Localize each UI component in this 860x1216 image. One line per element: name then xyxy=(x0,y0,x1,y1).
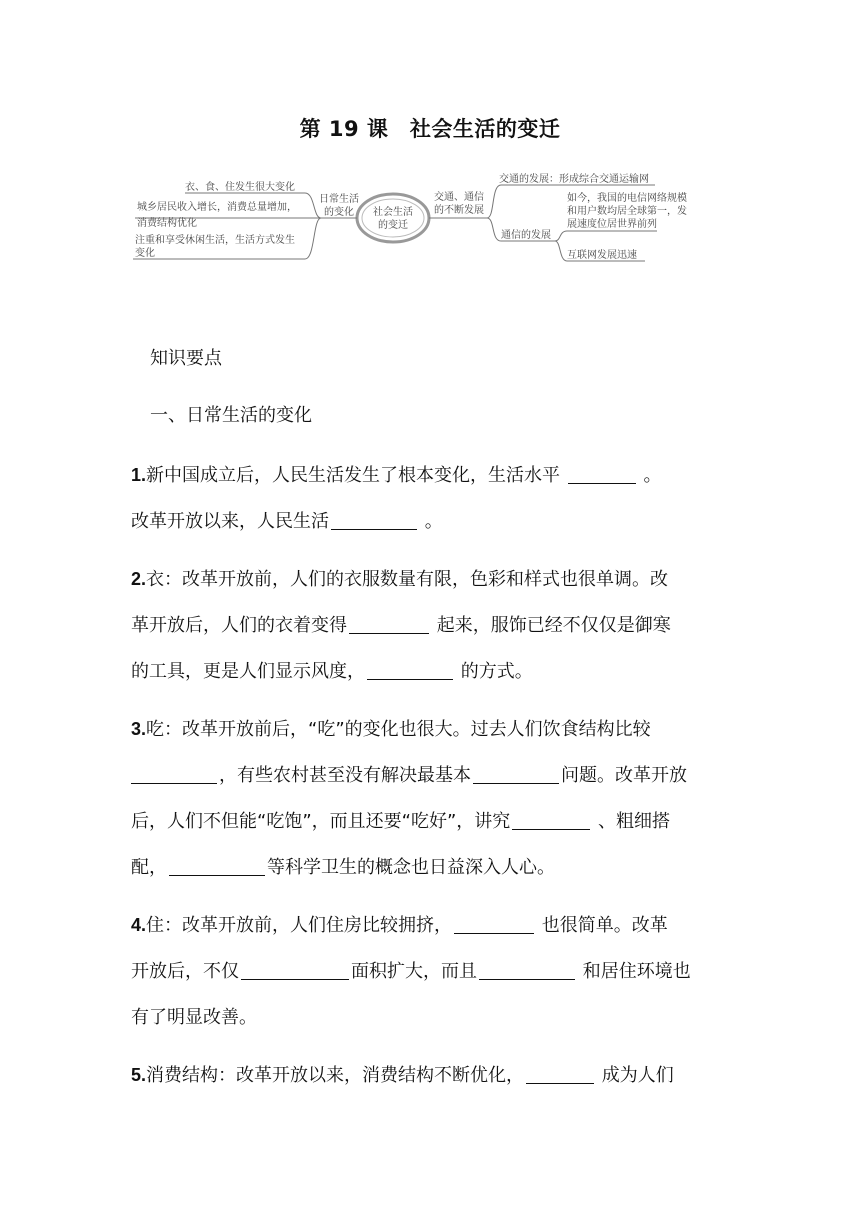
right-sub-2: 通信的发展 xyxy=(501,230,551,241)
mind-map-center-node xyxy=(357,194,429,242)
left-branch-line-2: 的变化 xyxy=(324,207,354,218)
right-branch-line-1: 交通、通信 xyxy=(434,192,484,203)
blank-field[interactable] xyxy=(169,855,265,876)
blank-field[interactable] xyxy=(512,809,590,830)
mind-map-diagram xyxy=(125,165,687,275)
blank-field[interactable] xyxy=(473,763,559,784)
blank-field[interactable] xyxy=(568,463,636,484)
blank-field[interactable] xyxy=(479,959,575,980)
blank-field[interactable] xyxy=(131,763,217,784)
section-knowledge-points: 知识要点 xyxy=(150,348,222,369)
left-item-2-line-1: 城乡居民收入增长，消费总量增加， xyxy=(137,202,297,213)
blank-field[interactable] xyxy=(454,913,534,934)
section-daily-life-changes: 一、日常生活的变化 xyxy=(150,405,312,426)
right-sub-2-item-1-line-1: 如今，我国的电信网络规模 xyxy=(567,193,687,204)
paragraph-4: 4.住：改革开放前，人们住房比较拥挤， 也很简单。改革 开放后，不仅 面积扩大，而且 和居住环境也 有了明显改善。 xyxy=(131,915,691,1028)
center-line-2: 的变迁 xyxy=(378,220,408,231)
paragraph-1: 1.新中国成立后，人民生活发生了根本变化，生活水平 。 改革开放以来，人民生活 。 xyxy=(131,465,662,532)
right-branch-line-2: 的不断发展 xyxy=(434,205,484,216)
blank-field[interactable] xyxy=(241,959,349,980)
left-item-3-line-2: 变化 xyxy=(135,248,155,259)
right-sub-1: 交通的发展：形成综合交通运输网 xyxy=(499,174,649,185)
right-sub-2-item-1-line-3: 展速度位居世界前列 xyxy=(567,219,657,230)
left-item-2-line-2: 消费结构优化 xyxy=(137,218,197,229)
right-sub-2-item-1-line-2: 和用户数均居全球第一，发 xyxy=(567,206,687,217)
paragraph-5: 5.消费结构：改革开放以来，消费结构不断优化， 成为人们 xyxy=(131,1065,674,1086)
center-line-1: 社会生活 xyxy=(373,207,413,218)
blank-field[interactable] xyxy=(331,509,417,530)
left-branch-line-1: 日常生活 xyxy=(319,194,359,205)
paragraph-2: 2.衣：改革开放前，人们的衣服数量有限，色彩和样式也很单调。改 革开放后，人们的衣着变得 起来，服饰已经不仅仅是御寒 的工具，更是人们显示风度， 的方式。 xyxy=(131,569,671,682)
blank-field[interactable] xyxy=(367,659,453,680)
right-sub-2-item-2: 互联网发展迅速 xyxy=(567,250,637,261)
blank-field[interactable] xyxy=(526,1063,594,1084)
left-item-1: 衣、食、住发生很大变化 xyxy=(185,182,295,193)
blank-field[interactable] xyxy=(349,613,429,634)
left-item-3-line-1: 注重和享受休闲生活，生活方式发生 xyxy=(135,235,295,246)
paragraph-3: 3.吃：改革开放前后，“吃”的变化也很大。过去人们饮食结构比较 ，有些农村甚至没有解决最基本 问题。改革开放 后，人们不但能“吃饱”，而且还要“吃好”，讲究 、粗细搭 配， 等科学卫生的概念也日益深入人心。 xyxy=(131,719,687,878)
page-title: 第 19 课 社会生活的变迁 xyxy=(299,117,561,141)
